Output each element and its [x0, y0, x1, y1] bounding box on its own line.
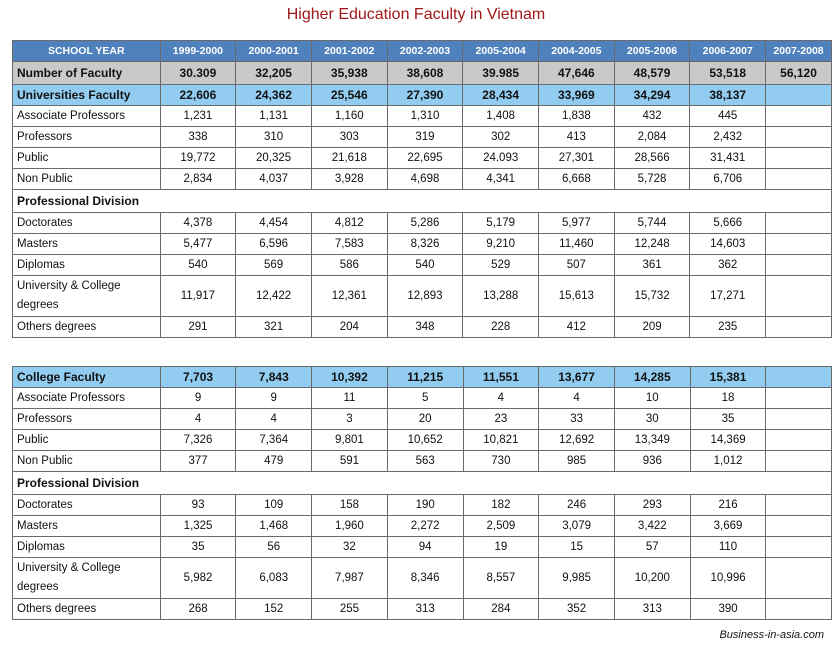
cell: 1,468: [236, 516, 312, 537]
year-header: 2006-2007: [690, 41, 766, 62]
cell: [766, 495, 832, 516]
cell: [766, 451, 832, 472]
table-row: [13, 495, 832, 516]
year-header: 1999-2000: [160, 41, 236, 62]
universities-table: [12, 40, 832, 338]
cell: 22,606: [160, 85, 236, 106]
cell: 25,546: [311, 85, 387, 106]
cell: 7,987: [312, 558, 388, 599]
cell: 5,477: [160, 234, 236, 255]
cell: 228: [463, 317, 539, 338]
cell: 569: [236, 255, 312, 276]
cell: 985: [539, 451, 615, 472]
cell: 2,509: [463, 516, 539, 537]
cell: 540: [387, 255, 463, 276]
universities-faculty-row: [13, 85, 832, 106]
cell: 12,248: [614, 234, 690, 255]
cell: 24.093: [463, 148, 539, 169]
cell: 12,692: [539, 430, 615, 451]
row-label: Diplomas: [13, 255, 161, 276]
cell: 38,608: [387, 62, 463, 85]
row-label: Associate Professors: [13, 388, 161, 409]
cell: 7,326: [160, 430, 236, 451]
cell: [766, 169, 832, 190]
cell: 56,120: [766, 62, 832, 85]
cell: 28,566: [614, 148, 690, 169]
row-label: University & College degrees: [13, 558, 161, 599]
cell: 4: [539, 388, 615, 409]
cell: 109: [236, 495, 312, 516]
row-label: Associate Professors: [13, 106, 161, 127]
cell: 23: [463, 409, 539, 430]
cell: 2,432: [690, 127, 766, 148]
cell: 12,361: [311, 276, 387, 317]
cell: 11,215: [387, 367, 463, 388]
cell: 2,084: [614, 127, 690, 148]
year-header: 2001-2002: [311, 41, 387, 62]
cell: 8,557: [463, 558, 539, 599]
cell: 432: [614, 106, 690, 127]
cell: 1,160: [311, 106, 387, 127]
cell: 15,613: [539, 276, 615, 317]
row-label: Non Public: [13, 169, 161, 190]
cell: 9,985: [539, 558, 615, 599]
cell: 268: [160, 599, 236, 620]
cell: 338: [160, 127, 236, 148]
cell: 7,364: [236, 430, 312, 451]
table-row: [13, 317, 832, 338]
cell: 445: [690, 106, 766, 127]
cell: 22,695: [387, 148, 463, 169]
cell: 361: [614, 255, 690, 276]
row-label: University & College degrees: [13, 276, 161, 317]
cell: 32,205: [236, 62, 312, 85]
cell: 6,706: [690, 169, 766, 190]
cell: 35: [690, 409, 766, 430]
cell: 13,677: [539, 367, 615, 388]
cell: 5,286: [387, 213, 463, 234]
professional-division-heading: Professional Division: [13, 472, 832, 495]
cell: 216: [690, 495, 766, 516]
cell: 21,618: [311, 148, 387, 169]
row-label: Diplomas: [13, 537, 161, 558]
cell: 15: [539, 537, 615, 558]
table-row: [13, 599, 832, 620]
cell: 730: [463, 451, 539, 472]
cell: 93: [160, 495, 236, 516]
cell: 13,349: [614, 430, 690, 451]
row-label: Professors: [13, 409, 161, 430]
cell: 3: [312, 409, 388, 430]
cell: 310: [236, 127, 312, 148]
cell: 302: [463, 127, 539, 148]
cell: 27,301: [539, 148, 615, 169]
cell: 5,977: [539, 213, 615, 234]
cell: 17,271: [690, 276, 766, 317]
source-credit: Business-in-asia.com: [719, 629, 824, 641]
table-row: [13, 558, 832, 599]
cell: [766, 213, 832, 234]
cell: 14,603: [690, 234, 766, 255]
cell: 5,744: [614, 213, 690, 234]
cell: 7,583: [311, 234, 387, 255]
cell: 377: [160, 451, 236, 472]
cell: 11,917: [160, 276, 236, 317]
cell: [766, 599, 832, 620]
cell: 152: [236, 599, 312, 620]
cell: [766, 255, 832, 276]
cell: 10,652: [387, 430, 463, 451]
cell: 293: [614, 495, 690, 516]
row-label: Masters: [13, 234, 161, 255]
year-header: 2000-2001: [236, 41, 312, 62]
row-label: Number of Faculty: [13, 62, 161, 85]
cell: 6,668: [539, 169, 615, 190]
cell: 1,012: [690, 451, 766, 472]
cell: 35: [160, 537, 236, 558]
cell: 8,346: [387, 558, 463, 599]
cell: 19: [463, 537, 539, 558]
table-row: [13, 255, 832, 276]
cell: 56: [236, 537, 312, 558]
cell: 10,200: [614, 558, 690, 599]
cell: 3,422: [614, 516, 690, 537]
section-row: [13, 190, 832, 213]
row-label: Others degrees: [13, 599, 161, 620]
cell: 30.309: [160, 62, 236, 85]
cell: 246: [539, 495, 615, 516]
cell: 591: [312, 451, 388, 472]
cell: 38,137: [690, 85, 766, 106]
year-header: 2007-2008: [766, 41, 832, 62]
row-label: Doctorates: [13, 495, 161, 516]
cell: 1,960: [312, 516, 388, 537]
cell: 14,369: [690, 430, 766, 451]
cell: 5,728: [614, 169, 690, 190]
cell: 11,551: [463, 367, 539, 388]
cell: 204: [311, 317, 387, 338]
year-header: 2002-2003: [387, 41, 463, 62]
cell: 5,179: [463, 213, 539, 234]
table-row: [13, 169, 832, 190]
row-label: Non Public: [13, 451, 161, 472]
cell: 32: [312, 537, 388, 558]
row-label: Masters: [13, 516, 161, 537]
row-label: Doctorates: [13, 213, 161, 234]
year-header: 2005-2004: [463, 41, 539, 62]
table-row: [13, 430, 832, 451]
cell: 9: [236, 388, 312, 409]
cell: 291: [160, 317, 236, 338]
cell: 15,732: [614, 276, 690, 317]
cell: 19,772: [160, 148, 236, 169]
cell: [766, 388, 832, 409]
cell: 1,408: [463, 106, 539, 127]
cell: 255: [312, 599, 388, 620]
cell: 1,838: [539, 106, 615, 127]
cell: 1,325: [160, 516, 236, 537]
cell: 507: [539, 255, 615, 276]
cell: 12,893: [387, 276, 463, 317]
cell: 12,422: [236, 276, 312, 317]
row-label: College Faculty: [13, 367, 161, 388]
cell: [766, 430, 832, 451]
cell: 413: [539, 127, 615, 148]
cell: 1,231: [160, 106, 236, 127]
year-header: 2005-2006: [614, 41, 690, 62]
number-of-faculty-row: [13, 62, 832, 85]
cell: 540: [160, 255, 236, 276]
cell: 2,272: [387, 516, 463, 537]
cell: 348: [387, 317, 463, 338]
cell: 5,666: [690, 213, 766, 234]
table-row: [13, 148, 832, 169]
table-row: [13, 276, 832, 317]
cell: 10: [614, 388, 690, 409]
cell: [766, 558, 832, 599]
cell: 11,460: [539, 234, 615, 255]
cell: [766, 317, 832, 338]
cell: 1,310: [387, 106, 463, 127]
section-row: [13, 472, 832, 495]
cell: 7,703: [160, 367, 236, 388]
cell: 11: [312, 388, 388, 409]
cell: 190: [387, 495, 463, 516]
cell: 57: [614, 537, 690, 558]
page-title: Higher Education Faculty in Vietnam: [286, 6, 546, 23]
cell: [766, 106, 832, 127]
cell: [766, 367, 832, 388]
cell: 9,210: [463, 234, 539, 255]
cell: 10,821: [463, 430, 539, 451]
cell: 563: [387, 451, 463, 472]
cell: 4,454: [236, 213, 312, 234]
cell: 4,812: [311, 213, 387, 234]
cell: 313: [387, 599, 463, 620]
cell: 5,982: [160, 558, 236, 599]
cell: [766, 537, 832, 558]
cell: 53,518: [690, 62, 766, 85]
cell: 321: [236, 317, 312, 338]
cell: 30: [614, 409, 690, 430]
cell: 4: [463, 388, 539, 409]
college-table: [12, 366, 832, 620]
cell: 24,362: [236, 85, 312, 106]
cell: 319: [387, 127, 463, 148]
cell: [766, 127, 832, 148]
cell: 10,996: [690, 558, 766, 599]
cell: [766, 234, 832, 255]
row-label: Others degrees: [13, 317, 161, 338]
row-label: Public: [13, 430, 161, 451]
cell: 8,326: [387, 234, 463, 255]
cell: 94: [387, 537, 463, 558]
cell: 284: [463, 599, 539, 620]
cell: 31,431: [690, 148, 766, 169]
cell: 1,131: [236, 106, 312, 127]
table-row: [13, 127, 832, 148]
cell: 13,288: [463, 276, 539, 317]
cell: 303: [311, 127, 387, 148]
table-row: [13, 409, 832, 430]
cell: 362: [690, 255, 766, 276]
cell: 9,801: [312, 430, 388, 451]
cell: 10,392: [312, 367, 388, 388]
cell: 586: [311, 255, 387, 276]
cell: 15,381: [690, 367, 766, 388]
cell: [766, 276, 832, 317]
cell: 27,390: [387, 85, 463, 106]
table-row: [13, 213, 832, 234]
year-header: 2004-2005: [539, 41, 615, 62]
cell: 3,079: [539, 516, 615, 537]
cell: 936: [614, 451, 690, 472]
table-row: [13, 388, 832, 409]
cell: 4,341: [463, 169, 539, 190]
cell: 158: [312, 495, 388, 516]
table-row: [13, 106, 832, 127]
cell: 209: [614, 317, 690, 338]
cell: 20,325: [236, 148, 312, 169]
cell: 6,596: [236, 234, 312, 255]
cell: 110: [690, 537, 766, 558]
cell: 14,285: [614, 367, 690, 388]
table-row: [13, 537, 832, 558]
header-row: [13, 41, 832, 62]
cell: 479: [236, 451, 312, 472]
cell: 2,834: [160, 169, 236, 190]
cell: 5: [387, 388, 463, 409]
cell: 390: [690, 599, 766, 620]
cell: 39.985: [463, 62, 539, 85]
row-label: Public: [13, 148, 161, 169]
cell: 182: [463, 495, 539, 516]
school-year-label: SCHOOL YEAR: [13, 41, 161, 62]
cell: 33: [539, 409, 615, 430]
cell: [766, 148, 832, 169]
cell: 4: [236, 409, 312, 430]
table-row: [13, 516, 832, 537]
cell: 4: [160, 409, 236, 430]
cell: 3,669: [690, 516, 766, 537]
professional-division-heading: Professional Division: [13, 190, 832, 213]
cell: 18: [690, 388, 766, 409]
cell: 28,434: [463, 85, 539, 106]
cell: 4,378: [160, 213, 236, 234]
cell: [766, 85, 832, 106]
cell: 4,698: [387, 169, 463, 190]
row-label: Professors: [13, 127, 161, 148]
cell: 47,646: [539, 62, 615, 85]
cell: 20: [387, 409, 463, 430]
cell: 7,843: [236, 367, 312, 388]
cell: 412: [539, 317, 615, 338]
cell: 9: [160, 388, 236, 409]
cell: 48,579: [614, 62, 690, 85]
cell: 6,083: [236, 558, 312, 599]
college-faculty-row: [13, 367, 832, 388]
cell: 33,969: [539, 85, 615, 106]
cell: 4,037: [236, 169, 312, 190]
cell: 235: [690, 317, 766, 338]
cell: 34,294: [614, 85, 690, 106]
cell: 35,938: [311, 62, 387, 85]
table-row: [13, 234, 832, 255]
cell: 529: [463, 255, 539, 276]
cell: 3,928: [311, 169, 387, 190]
cell: 313: [614, 599, 690, 620]
row-label: Universities Faculty: [13, 85, 161, 106]
cell: [766, 409, 832, 430]
table-row: [13, 451, 832, 472]
cell: 352: [539, 599, 615, 620]
cell: [766, 516, 832, 537]
